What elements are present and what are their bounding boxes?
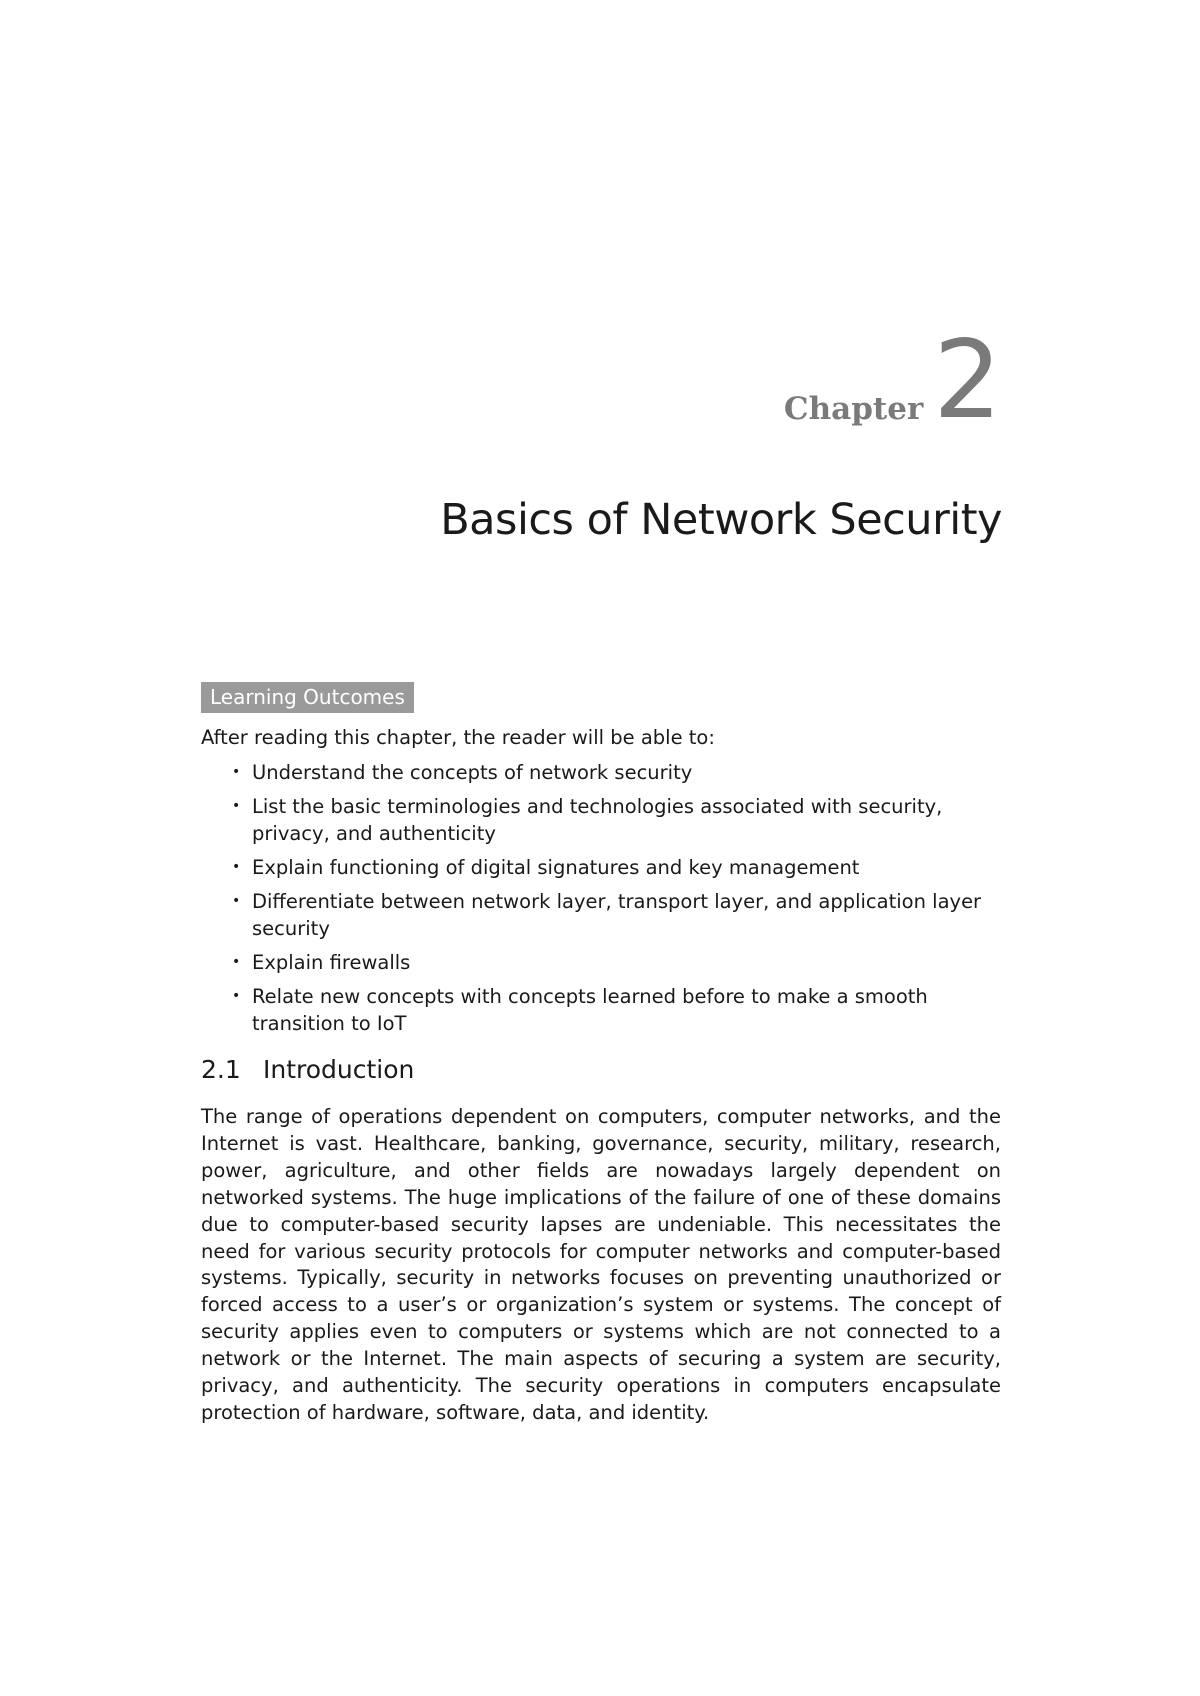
bullet-icon: • [232, 893, 241, 909]
section-number: 2.1 [201, 1055, 241, 1084]
list-item [201, 759, 1001, 786]
list-item [201, 793, 1001, 847]
section-heading [201, 1055, 414, 1085]
bullet-icon: • [232, 798, 241, 814]
list-item-text: Explain functioning of digital signatures and key management [252, 856, 860, 879]
list-item [201, 983, 1001, 1037]
chapter-heading [783, 318, 1002, 443]
chapter-title: Basics of Network Security [440, 495, 1002, 545]
list-item [201, 888, 1001, 942]
learning-outcomes-list [201, 759, 1001, 1044]
bullet-icon: • [232, 954, 241, 970]
chapter-number: 2 [933, 318, 1002, 443]
bullet-icon: • [232, 859, 241, 875]
list-item-text: Understand the concepts of network security [252, 761, 693, 784]
chapter-label: Chapter [783, 391, 924, 427]
bullet-icon: • [232, 764, 241, 780]
list-item [201, 854, 1001, 881]
list-item-text: Explain firewalls [252, 951, 411, 974]
learning-outcomes-intro: After reading this chapter, the reader will be able to: [201, 726, 715, 749]
list-item-text: List the basic terminologies and technologies associated with security, privacy, and authenticity [252, 795, 943, 845]
list-item-text: Relate new concepts with concepts learned before to make a smooth transition to IoT [252, 985, 928, 1035]
section-body-paragraph: The range of operations dependent on computers, computer networks, and the Internet is vast. Healthcare, banking, governance, security, military, research, power, agriculture, and other fields are nowadays largely dependent on networked systems. The huge implications of the failure of one of these domains due to computer-based security lapses are undeniable. This necessitates the need for various security protocols for computer networks and computer-based systems. Typically, security in networks focuses on preventing unauthorized or forced access to a user’s or organization’s system or systems. The concept of security applies even to computers or systems which are not connected to a network or the Internet. The main aspects of securing a system are security, privacy, and authenticity. The security operations in computers encapsulate protection of hardware, software, data, and identity. [201, 1105, 1001, 1424]
section-title: Introduction [263, 1055, 415, 1084]
list-item [201, 949, 1001, 976]
learning-outcomes-label: Learning Outcomes [201, 682, 414, 713]
bullet-icon: • [232, 988, 241, 1004]
list-item-text: Differentiate between network layer, transport layer, and application layer security [252, 890, 982, 940]
